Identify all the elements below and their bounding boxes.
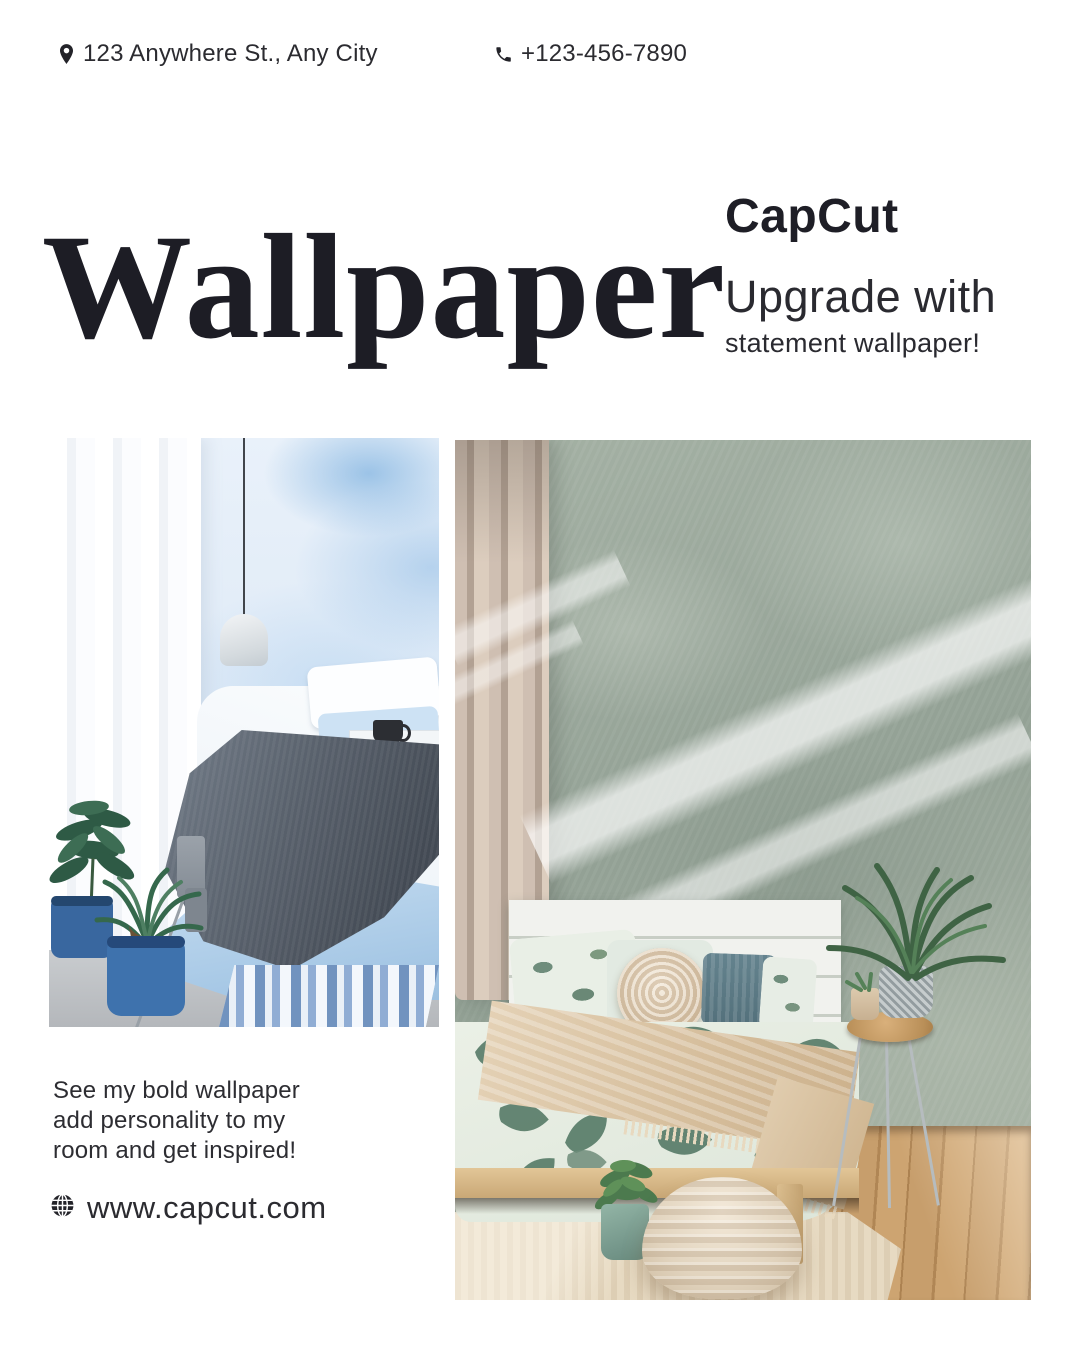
- brand-name: CapCut: [725, 190, 899, 243]
- caption-line: add personality to my: [53, 1107, 286, 1134]
- website-label: www.capcut.com: [87, 1190, 327, 1225]
- page-title: Wallpaper: [42, 204, 727, 370]
- website-row: [50, 1190, 327, 1226]
- coffee-cup: [373, 720, 403, 743]
- globe-icon: [50, 1190, 75, 1226]
- pendant-lamp: [220, 614, 268, 666]
- caption-line: See my bold wallpaper: [53, 1077, 301, 1104]
- contact-address: [58, 40, 378, 68]
- contact-address-label: 123 Anywhere St., Any City: [83, 40, 378, 67]
- tagline: Upgrade with: [725, 271, 997, 322]
- blue-patterned-rug: [219, 965, 439, 1027]
- potted-plants-illustration: [49, 778, 249, 1027]
- photo-sage-bedroom: [455, 440, 1031, 1300]
- phone-icon: [494, 45, 513, 64]
- lamp-cord: [243, 438, 245, 616]
- contact-phone: [494, 40, 687, 68]
- location-pin-icon: [58, 43, 75, 65]
- contact-phone-label: +123-456-7890: [521, 40, 688, 67]
- palm-plant-illustration: [785, 848, 1031, 1018]
- caption-line: room and get inspired!: [53, 1137, 297, 1164]
- photo-blue-bedroom: [49, 438, 439, 1027]
- sub-tagline: statement wallpaper!: [725, 328, 981, 358]
- caption-text: [53, 1076, 300, 1166]
